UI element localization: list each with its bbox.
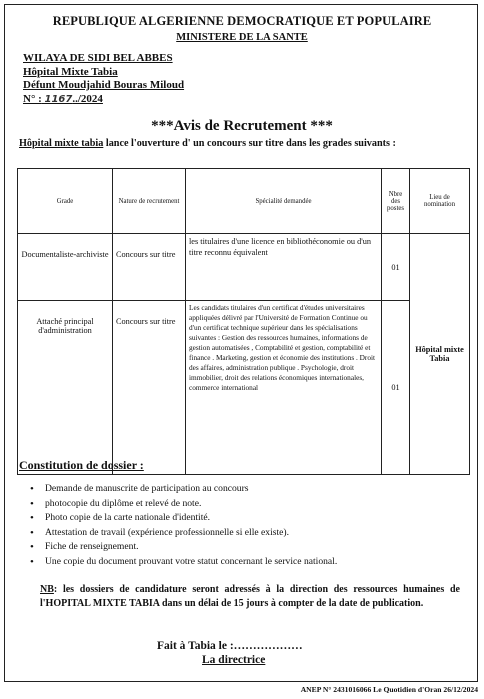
table-row [18, 301, 470, 475]
table-row [18, 234, 470, 301]
hospital-line: Hôpital Mixte Tabia [23, 65, 118, 78]
dossier-title: Constitution de dossier : [19, 458, 144, 472]
lieu-nomination: Hôpital mixte Tabia [410, 234, 470, 475]
ministry-heading: MINISTERE DE LA SANTE [176, 32, 308, 43]
table-header-row [18, 169, 470, 234]
notice-title: ***Avis de Recrutement *** [151, 118, 333, 134]
nb-text: : les dossiers de candidature seront adressés à la direction des ressources humaines de l'HOPITAL MIXTE TABIA dans un délai de 15 jours à compter de la date de publication. [40, 584, 460, 609]
republic-heading: REPUBLIQUE ALGERIENNE DEMOCRATIQUE ET POPULAIRE [52, 14, 432, 28]
list-item: • Photo copie de la carte nationale d'identité. [30, 511, 337, 526]
row-nature: Concours sur titre [113, 234, 186, 301]
ref-suffix: ../2024 [72, 92, 103, 105]
row-specialite: Les candidats titulaires d'un certificat d'études universitaires appliquées délivré par l'Université de Formation Continue ou d'un certificat technique supérieur dans les spécialisations suivantes : Gestion des ressources humaines, informations de gestion automatisées , Comptabilité et gestion, comptabilité et finance . Marketing, gestion et économie des institutions . Droit des affaires, administration publique . Psychologie, droit immobilier, droit des relations économiques internationales, commerce international [186, 301, 382, 475]
list-item: • Fiche de renseignement. [30, 540, 337, 555]
signature-role: La directrice [202, 654, 266, 666]
row-grade: Documentaliste-archiviste [18, 234, 113, 301]
publication-footer: ANEP N° 2431016066 Le Quotidien d'Oran 26/12/2024 [300, 685, 478, 694]
header-grade: Grade [18, 169, 113, 234]
row-specialite: les titulaires d'une licence en bibliothéconomie ou d'un titre reconnu équivalent [186, 234, 382, 301]
intro-text: lance l'ouverture d' un concours sur titre dans les grades suivants : [103, 138, 396, 149]
header-postes: Nbre des postes [382, 169, 410, 234]
list-item: • Une copie du document prouvant votre statut concernant le service national. [30, 555, 337, 570]
recruitment-table [17, 168, 470, 475]
row-grade: Attaché principal d'administration [18, 301, 113, 475]
list-item: • photocopie du diplôme et relevé de note. [30, 497, 337, 512]
reference-line [23, 93, 184, 107]
header-nature: Nature de recrutement [113, 169, 186, 234]
ref-prefix: N° : [23, 92, 42, 105]
header-specialite: Spécialité demandée [186, 169, 382, 234]
row-postes: 01 [382, 301, 410, 475]
nb-paragraph [40, 583, 460, 611]
signature-place: Fait à Tabia le :……………… [157, 640, 303, 652]
intro-paragraph [19, 138, 396, 149]
row-postes: 01 [382, 234, 410, 301]
nb-label: NB [40, 584, 54, 595]
dossier-list [30, 482, 337, 570]
issuer-block [23, 52, 184, 106]
row-nature: Concours sur titre [113, 301, 186, 475]
ref-number-handwritten: 1167 [44, 93, 73, 105]
intro-hospital: Hôpital mixte tabia [19, 138, 104, 149]
list-item: • Attestation de travail (expérience professionnelle si elle existe). [30, 526, 337, 541]
wilaya-line: WILAYA DE SIDI BEL ABBES [23, 52, 173, 64]
list-item: • Demande de manuscrite de participation au concours [30, 482, 337, 497]
late-line: Défunt Moudjahid Bouras Miloud [23, 79, 185, 91]
header-lieu: Lieu de nomination [410, 169, 470, 234]
